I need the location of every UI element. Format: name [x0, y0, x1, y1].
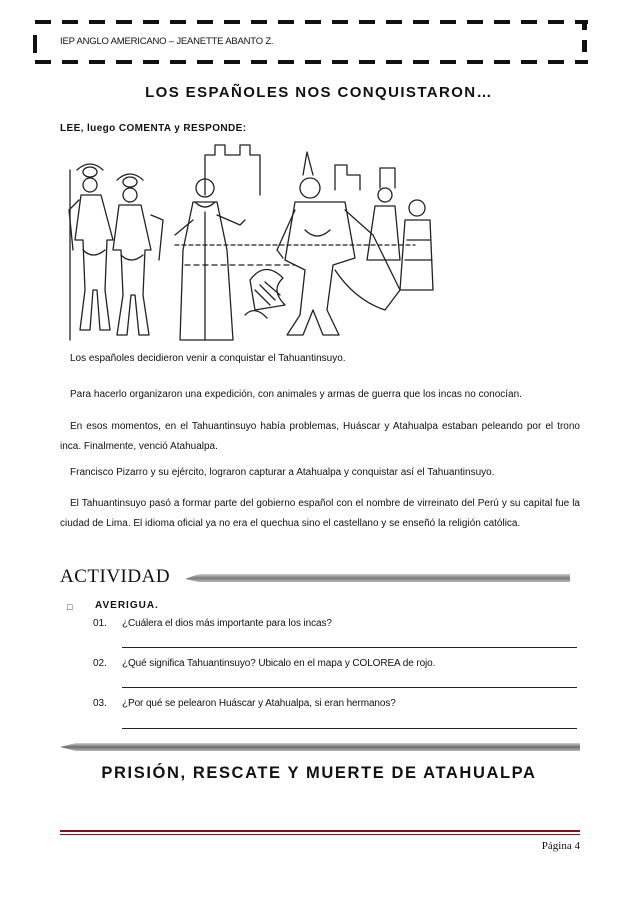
bystander-figure: [367, 188, 400, 260]
inca-figure: [277, 152, 400, 335]
answer-line[interactable]: [122, 728, 577, 729]
activity-heading: ACTIVIDAD: [60, 566, 171, 587]
paragraph-text: En esos momentos, en el Tahuantinsuyo había problemas, Huáscar y Atahualpa estaban peleando por el trono inca. Finalmente, venció Atahualpa.: [60, 421, 580, 452]
friar-figure: [175, 179, 245, 340]
bystander-figure: [400, 200, 433, 290]
paragraph-text: El Tahuantinsuyo pasó a formar parte del gobierno español con el nombre de virreinato del Perú y su capital fue la ciudad de Lima. El idioma oficial ya no era el quechua sino el castellano y se enseñó la religión católica.: [60, 498, 580, 529]
reading-instruction: LEE, luego COMENTA y RESPONDE:: [60, 123, 247, 134]
averigua-label: AVERIGUA.: [95, 600, 159, 611]
paragraph-text: Los españoles decidieron venir a conquistar el Tahuantinsuyo.: [70, 353, 346, 364]
page-title: LOS ESPAÑOLES NOS CONQUISTARON…: [145, 84, 493, 101]
answer-line[interactable]: [122, 687, 577, 688]
question-number: 02.: [93, 658, 107, 669]
paragraph: [60, 494, 580, 534]
paragraph: [60, 385, 580, 405]
paragraph-text: Francisco Pizarro y su ejército, lograron capturar a Atahualpa y conquistar así el Tahuantinsuyo.: [70, 467, 495, 478]
header-dashed-frame: [0, 0, 638, 70]
paragraph-text: Para hacerlo organizaron una expedición, con animales y armas de guerra que los incas no conocían.: [70, 389, 522, 400]
activity-heading-rule: [185, 572, 570, 584]
conquest-scene-illustration: [55, 140, 440, 345]
soldier-figure: [113, 174, 163, 335]
section-title: PRISIÓN, RESCATE Y MUERTE DE ATAHUALPA: [101, 764, 537, 782]
school-header-text: IEP ANGLO AMERICANO – JEANETTE ABANTO Z.: [60, 36, 274, 47]
question-number: 03.: [93, 698, 107, 709]
question-text: ¿Por qué se pelearon Huáscar y Atahualpa, si eran hermanos?: [122, 698, 396, 709]
question-text: ¿Qué significa Tahuantinsuyo? Ubicalo en el mapa y COLOREA de rojo.: [122, 658, 436, 669]
footer-rule: [60, 830, 580, 832]
footer-rule: [60, 834, 580, 835]
hollow-square-bullet-icon: □: [67, 602, 73, 612]
section-divider-rule: [60, 742, 580, 752]
paragraph: [60, 463, 580, 483]
paragraph: [60, 349, 580, 369]
answer-line[interactable]: [122, 647, 577, 648]
question-text: ¿Cuálera el dios más importante para los incas?: [122, 618, 332, 629]
page-number: Página 4: [541, 840, 580, 852]
question-number: 01.: [93, 618, 107, 629]
soldier-figure: [69, 164, 113, 340]
paragraph: [60, 417, 580, 457]
